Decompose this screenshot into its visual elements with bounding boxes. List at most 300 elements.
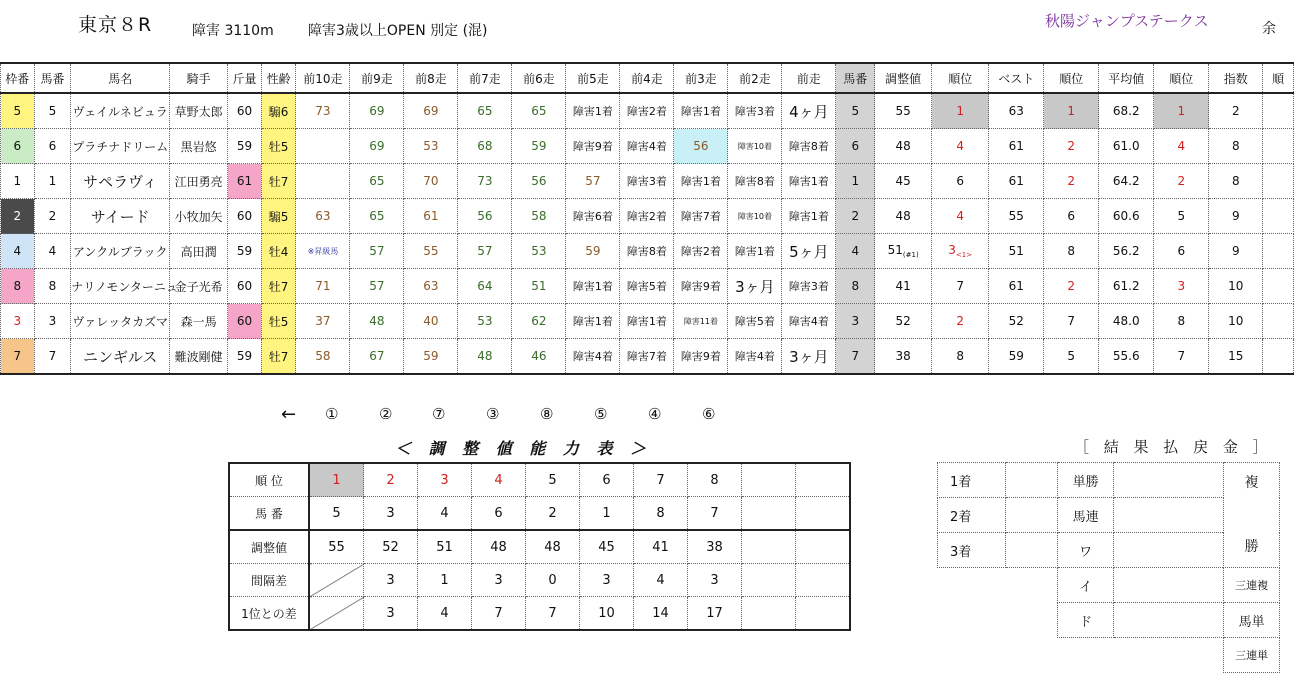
past-race-cell: 64 <box>458 269 512 304</box>
index-value: 9 <box>1209 199 1263 234</box>
jockey-name: 金子光希 <box>170 269 228 304</box>
past-race-cell: 57 <box>350 269 404 304</box>
cho-row <box>229 497 850 531</box>
adjust-rank <box>932 129 989 164</box>
past-race-cell: 57 <box>350 234 404 269</box>
result-right-label: 三連単 <box>1224 638 1280 673</box>
past-race-cell: 障害10着 <box>728 129 782 164</box>
sex-age-cell: 牡4 <box>261 234 296 269</box>
column-header: 平均値 <box>1099 63 1154 93</box>
horse-number: 4 <box>34 234 71 269</box>
weight-cell: 59 <box>228 339 262 375</box>
horse-name: プラチナドリーム <box>71 129 170 164</box>
cho-row-label: 1位との差 <box>229 597 309 631</box>
horse-number-2: 2 <box>836 199 875 234</box>
column-header: 前9走 <box>350 63 404 93</box>
order-mark: ⑥ <box>702 405 716 423</box>
cho-cell: 48 <box>472 530 526 564</box>
past-race-cell: 障害3着 <box>782 269 836 304</box>
past-race-cell: 障害6着 <box>566 199 620 234</box>
horse-name: アンクルブラック <box>71 234 170 269</box>
table-row <box>1 199 1294 234</box>
past-race-cell: 障害2着 <box>620 93 674 129</box>
cho-row <box>229 564 850 597</box>
horse-name: サペラヴィ <box>71 164 170 199</box>
cho-cell <box>796 463 851 497</box>
column-header: 調整値 <box>875 63 932 93</box>
cho-cell: 17 <box>688 597 742 631</box>
truncated-cell <box>1263 339 1294 375</box>
sex-age-cell: 牡7 <box>261 269 296 304</box>
past-race-cell: 障害11着 <box>674 304 728 339</box>
average-value: 56.2 <box>1099 234 1154 269</box>
past-race-cell: 障害5着 <box>620 269 674 304</box>
past-race-cell: 55 <box>404 234 458 269</box>
adjust-rank <box>932 304 989 339</box>
past-race-cell: 障害1着 <box>674 164 728 199</box>
index-value: 15 <box>1209 339 1263 375</box>
past-race-cell: 65 <box>458 93 512 129</box>
waku-cell: 4 <box>1 234 35 269</box>
cho-row-label: 順 位 <box>229 463 309 497</box>
result-bet-label: ド <box>1058 603 1114 638</box>
cho-cell: 8 <box>688 463 742 497</box>
weight-cell: 60 <box>228 199 262 234</box>
cho-cell: 4 <box>634 564 688 597</box>
truncated-cell <box>1263 164 1294 199</box>
index-value: 8 <box>1209 129 1263 164</box>
cho-cell: 45 <box>580 530 634 564</box>
result-blank <box>938 603 1058 638</box>
best-rank: 6 <box>1044 199 1099 234</box>
column-header: 性齢 <box>261 63 296 93</box>
column-header: 前3走 <box>674 63 728 93</box>
adjust-rank-num: 1 <box>956 104 965 118</box>
horse-number-2: 8 <box>836 269 875 304</box>
cho-cell <box>796 497 851 531</box>
result-cell <box>1005 533 1058 568</box>
adjust-rank <box>932 339 989 375</box>
past-race-cell: 障害9着 <box>566 129 620 164</box>
table-header-row <box>1 63 1294 93</box>
column-header: 前8走 <box>404 63 458 93</box>
horse-name: ナリノモンターニュ <box>71 269 170 304</box>
cho-row <box>229 597 850 631</box>
past-race-cell: 58 <box>296 339 350 375</box>
past-race-cell: 61 <box>404 199 458 234</box>
truncated-cell <box>1263 304 1294 339</box>
table-row <box>1 93 1294 129</box>
cho-cell: 6 <box>472 497 526 531</box>
adjust-rank-num: 8 <box>956 349 965 363</box>
past-race-cell: 障害8着 <box>728 164 782 199</box>
adjust-value-num: 45 <box>895 174 911 188</box>
column-header: 枠番 <box>1 63 35 93</box>
cho-cell: 5 <box>526 463 580 497</box>
cho-cell: 38 <box>688 530 742 564</box>
cho-table-title: ＜ 調 整 値 能 力 表 ＞ <box>395 439 652 458</box>
best-value: 52 <box>989 304 1044 339</box>
past-race-cell: 3ヶ月 <box>782 339 836 375</box>
result-cell <box>1114 603 1224 638</box>
horse-number: 1 <box>34 164 71 199</box>
past-race-cell: 56 <box>512 164 566 199</box>
past-race-cell: 57 <box>458 234 512 269</box>
jockey-name: 高田潤 <box>170 234 228 269</box>
horse-number: 8 <box>34 269 71 304</box>
horse-name: ヴァレッタカズマ <box>71 304 170 339</box>
horse-number-2: 7 <box>836 339 875 375</box>
past-race-cell: 障害8着 <box>620 234 674 269</box>
sex-age-cell: 牡7 <box>261 339 296 375</box>
average-rank: 8 <box>1154 304 1209 339</box>
column-header: 斤量 <box>228 63 262 93</box>
adjust-rank <box>932 164 989 199</box>
past-race-cell: 73 <box>296 93 350 129</box>
table-row <box>1 269 1294 304</box>
adjust-value <box>875 304 932 339</box>
result-fuku-label <box>1224 463 1280 568</box>
cho-cell: 52 <box>364 530 418 564</box>
cho-cell: 55 <box>309 530 364 564</box>
past-race-cell: 53 <box>458 304 512 339</box>
adjust-value-num: 41 <box>895 279 911 293</box>
horse-name: ニンギルス <box>71 339 170 375</box>
column-header: 前5走 <box>566 63 620 93</box>
past-race-cell: 障害4着 <box>728 339 782 375</box>
best-value: 51 <box>989 234 1044 269</box>
adjust-rank-num: 4 <box>956 209 965 223</box>
result-row <box>938 638 1280 673</box>
cho-cell: 3 <box>472 564 526 597</box>
average-value: 60.6 <box>1099 199 1154 234</box>
past-race-cell: 67 <box>350 339 404 375</box>
past-race-cell: 73 <box>458 164 512 199</box>
past-race-cell: 65 <box>512 93 566 129</box>
adjust-value <box>875 164 932 199</box>
horse-name: ヴェイルネビュラ <box>71 93 170 129</box>
column-header: 前6走 <box>512 63 566 93</box>
cho-cell: 3 <box>580 564 634 597</box>
adjust-rank-num: 6 <box>956 174 965 188</box>
adjust-value <box>875 199 932 234</box>
past-race-cell: 59 <box>404 339 458 375</box>
cho-cell: 4 <box>418 597 472 631</box>
index-value: 9 <box>1209 234 1263 269</box>
past-race-cell: 障害5着 <box>728 304 782 339</box>
average-rank: 3 <box>1154 269 1209 304</box>
past-race-cell: 障害4着 <box>566 339 620 375</box>
past-race-cell: 58 <box>512 199 566 234</box>
average-rank: 6 <box>1154 234 1209 269</box>
result-bet-label: ワ <box>1058 533 1114 568</box>
cho-cell <box>742 564 796 597</box>
adjust-value-num: 38 <box>895 349 911 363</box>
table-row <box>1 234 1294 269</box>
past-race-cell <box>296 129 350 164</box>
past-race-cell: 65 <box>350 164 404 199</box>
cho-cell: 6 <box>580 463 634 497</box>
jockey-name: 草野太郎 <box>170 93 228 129</box>
past-race-cell: 障害1着 <box>566 93 620 129</box>
column-header: 順位 <box>932 63 989 93</box>
past-race-cell: 48 <box>458 339 512 375</box>
past-race-cell: 障害10着 <box>728 199 782 234</box>
result-cell <box>1005 498 1058 533</box>
best-rank: 8 <box>1044 234 1099 269</box>
adjust-rank <box>932 199 989 234</box>
past-race-cell: 障害8着 <box>782 129 836 164</box>
best-rank: 7 <box>1044 304 1099 339</box>
cho-cell: 2 <box>364 463 418 497</box>
race-truncated-text: 余 <box>1262 21 1276 37</box>
best-value: 55 <box>989 199 1044 234</box>
waku-cell: 7 <box>1 339 35 375</box>
cho-cell <box>742 597 796 631</box>
past-race-cell: 障害7着 <box>620 339 674 375</box>
adjust-rank-num: 4 <box>956 139 965 153</box>
past-race-cell: 69 <box>350 129 404 164</box>
cho-cell <box>796 530 851 564</box>
past-race-cell: 障害3着 <box>728 93 782 129</box>
waku-cell: 1 <box>1 164 35 199</box>
column-header: 順 <box>1263 63 1294 93</box>
cho-cell <box>742 463 796 497</box>
column-header: 前4走 <box>620 63 674 93</box>
average-value: 61.2 <box>1099 269 1154 304</box>
past-race-cell: 障害9着 <box>674 339 728 375</box>
weight-cell: 60 <box>228 304 262 339</box>
cho-cell: 5 <box>309 497 364 531</box>
column-header: 指数 <box>1209 63 1263 93</box>
sex-age-cell: 牡5 <box>261 129 296 164</box>
order-mark: ⑧ <box>540 405 554 423</box>
adjust-value <box>875 269 932 304</box>
result-fuku-char: 勝 <box>1244 539 1259 555</box>
past-race-cell <box>296 164 350 199</box>
cho-table <box>228 462 851 631</box>
cho-cell: 3 <box>364 597 418 631</box>
adjust-rank <box>932 269 989 304</box>
horse-name: サイード <box>71 199 170 234</box>
past-race-cell: 4ヶ月 <box>782 93 836 129</box>
column-header: 馬番 <box>836 63 875 93</box>
past-race-cell: 障害1着 <box>566 304 620 339</box>
cho-cell <box>796 597 851 631</box>
horse-number: 5 <box>34 93 71 129</box>
waku-cell: 2 <box>1 199 35 234</box>
jockey-name: 小牧加矢 <box>170 199 228 234</box>
weight-cell: 59 <box>228 234 262 269</box>
race-distance: 障害 3110m <box>192 23 274 39</box>
adjust-rank-num: 2 <box>956 314 965 328</box>
adjust-value-num: 51 <box>887 243 903 257</box>
waku-cell: 6 <box>1 129 35 164</box>
best-value: 61 <box>989 269 1044 304</box>
past-race-cell: 63 <box>296 199 350 234</box>
horse-number-2: 5 <box>836 93 875 129</box>
best-rank: 5 <box>1044 339 1099 375</box>
result-bet-label: イ <box>1058 568 1114 603</box>
cho-row-label: 調整値 <box>229 530 309 564</box>
column-header: 前走 <box>782 63 836 93</box>
truncated-cell <box>1263 129 1294 164</box>
adjust-value-num: 55 <box>895 104 911 118</box>
result-place: 3着 <box>938 533 1006 568</box>
adjust-value-num: 52 <box>895 314 911 328</box>
horse-number: 2 <box>34 199 71 234</box>
cho-cell: 51 <box>418 530 472 564</box>
weight-cell: 59 <box>228 129 262 164</box>
horse-number-2: 1 <box>836 164 875 199</box>
result-table <box>937 462 1280 673</box>
best-rank: 1 <box>1044 93 1099 129</box>
result-bet-label: 単勝 <box>1058 463 1114 498</box>
past-race-cell: 障害4着 <box>620 129 674 164</box>
waku-cell: 5 <box>1 93 35 129</box>
column-header: 馬名 <box>71 63 170 93</box>
past-race-cell: 68 <box>458 129 512 164</box>
result-blank <box>938 568 1058 603</box>
weight-cell: 60 <box>228 93 262 129</box>
horse-number-2: 6 <box>836 129 875 164</box>
cho-cell: 3 <box>418 463 472 497</box>
best-rank: 2 <box>1044 164 1099 199</box>
cho-cell <box>309 597 364 631</box>
cho-row-label: 間隔差 <box>229 564 309 597</box>
past-race-cell: 65 <box>350 199 404 234</box>
average-rank: 1 <box>1154 93 1209 129</box>
past-race-cell: 56 <box>458 199 512 234</box>
cho-row <box>229 530 850 564</box>
cho-cell: 8 <box>634 497 688 531</box>
weight-cell: 60 <box>228 269 262 304</box>
truncated-cell <box>1263 93 1294 129</box>
past-race-cell: 71 <box>296 269 350 304</box>
result-title: ［ 結 果 払 戻 金 ］ <box>1074 438 1273 456</box>
result-row <box>938 463 1280 498</box>
cho-cell: 7 <box>472 597 526 631</box>
past-race-cell: 46 <box>512 339 566 375</box>
adjust-rank-num: 7 <box>956 279 965 293</box>
result-row <box>938 568 1280 603</box>
column-header: 馬番 <box>34 63 71 93</box>
cho-cell: 3 <box>688 564 742 597</box>
order-mark: ④ <box>648 405 662 423</box>
best-value: 61 <box>989 164 1044 199</box>
cho-cell: 2 <box>526 497 580 531</box>
past-race-cell: 3ヶ月 <box>728 269 782 304</box>
sex-age-cell: 騸6 <box>261 93 296 129</box>
index-value: 10 <box>1209 304 1263 339</box>
average-rank: 7 <box>1154 339 1209 375</box>
past-race-cell: 48 <box>350 304 404 339</box>
past-race-cell: 57 <box>566 164 620 199</box>
average-value: 68.2 <box>1099 93 1154 129</box>
cho-cell: 3 <box>364 497 418 531</box>
column-header: 騎手 <box>170 63 228 93</box>
result-cell <box>1005 463 1058 498</box>
cho-cell: 10 <box>580 597 634 631</box>
horse-number: 6 <box>34 129 71 164</box>
adjust-value-note: (#1) <box>902 251 919 259</box>
index-value: 10 <box>1209 269 1263 304</box>
result-right-label: 馬単 <box>1224 603 1280 638</box>
result-bet-label: 馬連 <box>1058 498 1114 533</box>
result-cell <box>1114 498 1224 533</box>
horse-number-2: 3 <box>836 304 875 339</box>
cho-cell <box>742 497 796 531</box>
truncated-cell <box>1263 234 1294 269</box>
best-rank: 2 <box>1044 269 1099 304</box>
index-value: 2 <box>1209 93 1263 129</box>
column-header: ベスト <box>989 63 1044 93</box>
cho-row-label: 馬 番 <box>229 497 309 531</box>
result-place: 2着 <box>938 498 1006 533</box>
past-race-cell: 障害2着 <box>620 199 674 234</box>
race-header <box>0 0 1280 60</box>
jockey-name: 難波剛健 <box>170 339 228 375</box>
past-race-cell: 障害1着 <box>674 93 728 129</box>
past-race-cell: 障害1着 <box>566 269 620 304</box>
cho-cell: 48 <box>526 530 580 564</box>
cho-cell <box>309 564 364 597</box>
past-race-cell: 障害4着 <box>782 304 836 339</box>
result-cell <box>1114 533 1224 568</box>
average-value: 61.0 <box>1099 129 1154 164</box>
cho-cell: 7 <box>526 597 580 631</box>
past-race-cell: 障害2着 <box>674 234 728 269</box>
order-mark: ① <box>325 405 339 423</box>
cho-cell: 4 <box>472 463 526 497</box>
average-rank: 4 <box>1154 129 1209 164</box>
cho-cell: 1 <box>309 463 364 497</box>
average-value: 48.0 <box>1099 304 1154 339</box>
cho-cell: 14 <box>634 597 688 631</box>
result-place: 1着 <box>938 463 1006 498</box>
result-cell <box>1114 568 1224 603</box>
column-header: 順位 <box>1154 63 1209 93</box>
column-header: 前10走 <box>296 63 350 93</box>
past-race-cell: 障害1着 <box>782 199 836 234</box>
cho-cell <box>742 530 796 564</box>
cho-cell: 7 <box>688 497 742 531</box>
result-cell <box>1114 463 1224 498</box>
result-row <box>938 603 1280 638</box>
adjust-rank-num: 3 <box>948 243 956 257</box>
adjust-value-num: 48 <box>895 139 911 153</box>
past-race-cell: 63 <box>404 269 458 304</box>
past-race-cell: 37 <box>296 304 350 339</box>
race-number: 東京８R <box>78 14 153 36</box>
best-value: 59 <box>989 339 1044 375</box>
jockey-name: 江田勇亮 <box>170 164 228 199</box>
past-race-cell: 70 <box>404 164 458 199</box>
adjust-value-num: 48 <box>895 209 911 223</box>
index-value: 8 <box>1209 164 1263 199</box>
average-value: 55.6 <box>1099 339 1154 375</box>
average-rank: 2 <box>1154 164 1209 199</box>
past-race-cell: 障害1着 <box>782 164 836 199</box>
race-condition: 障害3歳以上OPEN 別定 (混) <box>308 23 488 39</box>
cho-cell: 41 <box>634 530 688 564</box>
past-race-cell: 障害7着 <box>674 199 728 234</box>
past-race-cell: 53 <box>512 234 566 269</box>
past-race-cell: 56 <box>674 129 728 164</box>
waku-cell: 8 <box>1 269 35 304</box>
past-race-cell: 障害1着 <box>620 304 674 339</box>
race-name: 秋陽ジャンプステークス <box>1045 12 1209 30</box>
